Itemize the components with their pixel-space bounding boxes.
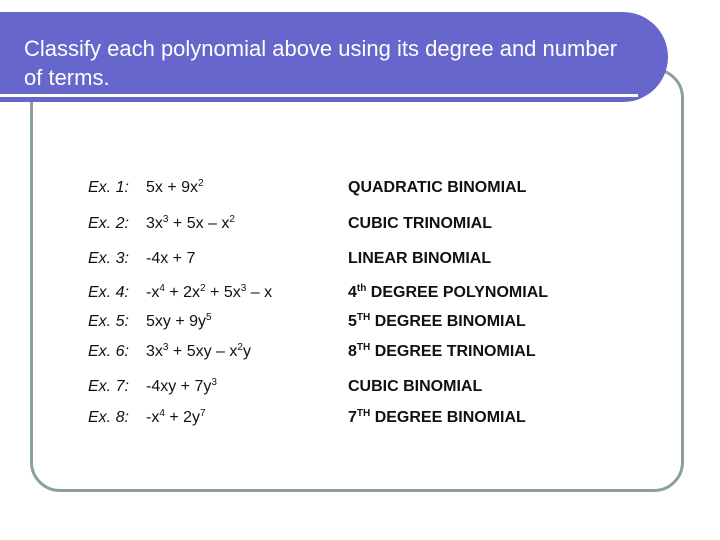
- text-segment: -4x + 7: [146, 250, 196, 267]
- superscript: 3: [211, 377, 217, 388]
- superscript: th: [356, 283, 367, 294]
- text-segment: + 5x: [205, 284, 241, 301]
- title-underline: [0, 94, 638, 97]
- text-segment: 8: [348, 343, 357, 360]
- text-segment: CUBIC BINOMIAL: [348, 378, 483, 395]
- text-segment: DEGREE BINOMIAL: [370, 313, 526, 330]
- example-label: Ex. 6:: [88, 343, 129, 360]
- text-segment: QUADRATIC BINOMIAL: [348, 179, 527, 196]
- polynomial: [146, 378, 217, 396]
- text-segment: 5x + 9x: [146, 179, 199, 196]
- superscript: 3: [240, 283, 247, 294]
- classification: [348, 409, 526, 427]
- text-segment: – x: [246, 284, 273, 301]
- superscript: 4: [159, 283, 165, 294]
- polynomial: [146, 313, 212, 331]
- text-segment: -x: [146, 409, 160, 426]
- example-label: Ex. 4:: [88, 284, 129, 301]
- polynomial: [146, 343, 251, 361]
- polynomial: [146, 284, 272, 302]
- text-segment: DEGREE BINOMIAL: [370, 409, 526, 426]
- text-segment: 3x: [146, 215, 163, 232]
- superscript: 3: [162, 342, 169, 353]
- classification: [348, 313, 526, 331]
- example-label: Ex. 2:: [88, 215, 129, 232]
- text-segment: LINEAR BINOMIAL: [348, 250, 492, 267]
- text-segment: DEGREE POLYNOMIAL: [366, 284, 549, 301]
- slide-title: Classify each polynomial above using its degree and number of terms.: [24, 36, 618, 90]
- classification: [348, 284, 548, 302]
- superscript: TH: [356, 408, 371, 419]
- text-segment: DEGREE TRINOMIAL: [370, 343, 536, 360]
- classification: [348, 378, 482, 396]
- superscript: 3: [162, 214, 169, 225]
- example-label: Ex. 5:: [88, 313, 129, 330]
- superscript: 5: [206, 312, 212, 323]
- text-segment: 3x: [146, 343, 163, 360]
- polynomial: [146, 179, 204, 197]
- example-label: Ex. 3:: [88, 250, 129, 267]
- text-segment: + 5x – x: [168, 215, 230, 232]
- polynomial: [146, 215, 235, 233]
- text-segment: 5: [348, 313, 357, 330]
- example-label: Ex. 8:: [88, 409, 129, 426]
- superscript: 2: [229, 214, 235, 225]
- superscript: 2: [198, 178, 204, 189]
- superscript: 4: [159, 408, 165, 419]
- text-segment: CUBIC TRINOMIAL: [348, 215, 492, 232]
- superscript: 7: [200, 408, 206, 419]
- classification: [348, 215, 492, 233]
- text-segment: -4xy + 7y: [146, 378, 212, 395]
- superscript: 2: [237, 342, 243, 353]
- example-label: Ex. 1:: [88, 179, 129, 196]
- text-segment: 7: [348, 409, 357, 426]
- text-segment: + 2y: [164, 409, 201, 426]
- polynomial: [146, 409, 206, 427]
- classification: [348, 179, 526, 197]
- superscript: TH: [356, 312, 371, 323]
- text-segment: 5xy + 9y: [146, 313, 207, 330]
- classification: [348, 343, 536, 361]
- classification: [348, 250, 491, 268]
- text-segment: + 5xy – x: [168, 343, 238, 360]
- example-label: Ex. 7:: [88, 378, 129, 395]
- superscript: TH: [356, 342, 371, 353]
- text-segment: 4: [348, 284, 357, 301]
- text-segment: y: [242, 343, 251, 360]
- superscript: 2: [200, 283, 206, 294]
- text-segment: + 2x: [164, 284, 201, 301]
- polynomial: [146, 250, 195, 268]
- content-frame: [30, 68, 684, 492]
- text-segment: -x: [146, 284, 160, 301]
